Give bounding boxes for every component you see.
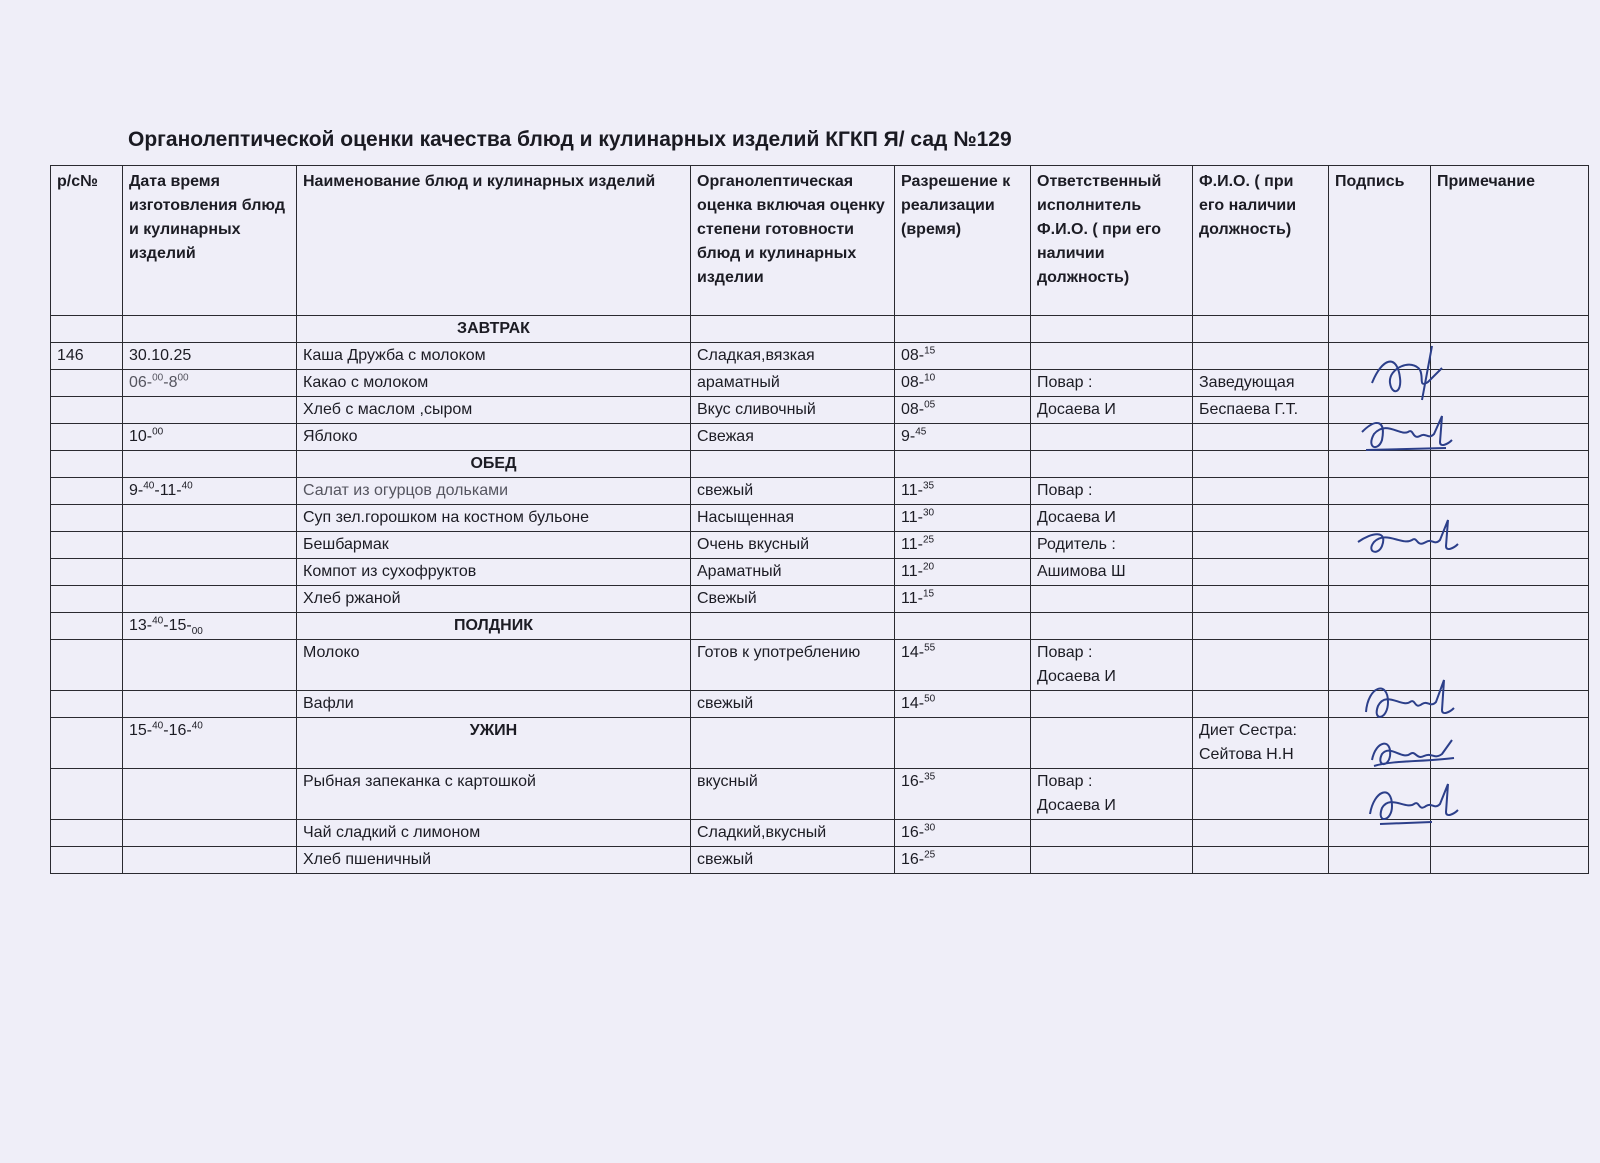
dish-name: Вафли <box>297 691 691 718</box>
table-row <box>51 769 1589 820</box>
table-row <box>51 424 1589 451</box>
cook-name: Досаева И <box>1037 797 1116 814</box>
dish-rating: свежый <box>691 478 895 505</box>
section-dinner: УЖИН <box>297 718 691 769</box>
evaluation-table <box>50 165 1589 874</box>
header-date: Дата время изготовления блюд и кулинарных изделий <box>123 166 297 316</box>
cook-label: Повар : <box>1031 370 1193 397</box>
table-row <box>51 397 1589 424</box>
table-row <box>51 532 1589 559</box>
dish-permit: 16-$^{25}$ <box>895 847 1031 874</box>
dish-name: Хлеб пшеничный <box>297 847 691 874</box>
cook-label: Повар : <box>1037 773 1093 790</box>
dish-permit: 9-$^{45}$ <box>895 424 1031 451</box>
parent-label: Родитель : <box>1031 532 1193 559</box>
table-row <box>51 370 1589 397</box>
dish-rating: вкусный <box>691 769 895 820</box>
section-row-breakfast <box>51 316 1589 343</box>
header-sign: Подпись <box>1329 166 1431 316</box>
cook-label: Повар : <box>1031 478 1193 505</box>
dish-rating: Сладкий,вкусный <box>691 820 895 847</box>
dish-name: Рыбная запеканка с картошкой <box>297 769 691 820</box>
entry-number: 146 <box>51 343 123 370</box>
header-permit: Разрешение к реализации (время) <box>895 166 1031 316</box>
dish-rating: Очень вкусный <box>691 532 895 559</box>
header-rating: Органолептическая оценка включая оценку степени готовности блюд и кулинарных изделии <box>691 166 895 316</box>
table-row <box>51 820 1589 847</box>
section-row-snack <box>51 613 1589 640</box>
dish-rating: Насыщенная <box>691 505 895 532</box>
dish-permit: 16-$^{35}$ <box>895 769 1031 820</box>
dish-rating: Свежая <box>691 424 895 451</box>
time-lunch: 9-$^{40}$-11-$^{40}$ <box>123 478 297 505</box>
dish-name: Яблоко <box>297 424 691 451</box>
header-responsible: Ответственный исполнитель Ф.И.О. ( при его наличии должность) <box>1031 166 1193 316</box>
nurse-label: Диет Сестра: <box>1199 722 1297 739</box>
table-row <box>51 691 1589 718</box>
cook-name: Досаева И <box>1031 505 1193 532</box>
table-row <box>51 343 1589 370</box>
head-name: Беспаева Г.Т. <box>1193 397 1329 424</box>
dish-permit: 11-$^{20}$ <box>895 559 1031 586</box>
dish-permit: 08-$^{10}$ <box>895 370 1031 397</box>
entry-date: 30.10.25 <box>123 343 297 370</box>
dish-rating: свежый <box>691 847 895 874</box>
header-name: Наименование блюд и кулинарных изделий <box>297 166 691 316</box>
section-snack: ПОЛДНИК <box>297 613 691 640</box>
head-label: Заведующая <box>1193 370 1329 397</box>
dish-rating: Сладкая,вязкая <box>691 343 895 370</box>
table-row <box>51 847 1589 874</box>
header-fio: Ф.И.О. ( при его наличии должность) <box>1193 166 1329 316</box>
cook-name: Досаева И <box>1031 397 1193 424</box>
dish-rating: Араматный <box>691 559 895 586</box>
section-row-lunch <box>51 451 1589 478</box>
dish-name: Бешбармак <box>297 532 691 559</box>
table-row <box>51 586 1589 613</box>
section-lunch: ОБЕД <box>297 451 691 478</box>
dish-permit: 11-$^{15}$ <box>895 586 1031 613</box>
dish-permit: 11-$^{35}$ <box>895 478 1031 505</box>
dish-name: Хлеб с маслом ,сыром <box>297 397 691 424</box>
table-row <box>51 478 1589 505</box>
table-row <box>51 505 1589 532</box>
dish-name: Какао с молоком <box>297 370 691 397</box>
dish-name: Каша Дружба с молоком <box>297 343 691 370</box>
dish-name: Хлеб ржаной <box>297 586 691 613</box>
time-apple: 10-$^{00}$ <box>123 424 297 451</box>
dish-rating: Готов к употреблению <box>691 640 895 691</box>
dish-permit: 14-$^{50}$ <box>895 691 1031 718</box>
section-row-dinner <box>51 718 1589 769</box>
dish-rating: Свежый <box>691 586 895 613</box>
dish-permit: 14-$^{55}$ <box>895 640 1031 691</box>
dish-rating: Вкус сливочный <box>691 397 895 424</box>
dish-rating: свежый <box>691 691 895 718</box>
table-row <box>51 640 1589 691</box>
dish-rating: араматный <box>691 370 895 397</box>
dish-name: Чай сладкий с лимоном <box>297 820 691 847</box>
nurse-name: Сейтова Н.Н <box>1199 746 1294 763</box>
dish-permit: 11-$^{30}$ <box>895 505 1031 532</box>
header-row <box>51 166 1589 316</box>
dish-permit: 08-$^{05}$ <box>895 397 1031 424</box>
dish-permit: 16-$^{30}$ <box>895 820 1031 847</box>
parent-name: Ашимова Ш <box>1031 559 1193 586</box>
header-num: р/с№ <box>51 166 123 316</box>
cook-label: Повар : <box>1037 644 1093 661</box>
time-dinner: 15-$^{40}$-16-$^{40}$ <box>123 718 297 769</box>
dish-permit: 11-$^{25}$ <box>895 532 1031 559</box>
dish-name: Молоко <box>297 640 691 691</box>
time-breakfast: $06-^{00}-8^{00}$ <box>123 370 297 397</box>
section-breakfast: ЗАВТРАК <box>297 316 691 343</box>
dish-permit: 08-$^{15}$ <box>895 343 1031 370</box>
document-title: Органолептической оценки качества блюд и кулинарных изделий КГКП Я/ сад №129 <box>128 128 1012 151</box>
time-snack: $13-^{40}-15-_{00}$ <box>123 613 297 640</box>
cook-name: Досаева И <box>1037 668 1116 685</box>
dish-name: Салат из огурцов дольками <box>297 478 691 505</box>
header-note: Примечание <box>1431 166 1589 316</box>
dish-name: Суп зел.горошком на костном бульоне <box>297 505 691 532</box>
dish-name: Компот из сухофруктов <box>297 559 691 586</box>
table-row <box>51 559 1589 586</box>
